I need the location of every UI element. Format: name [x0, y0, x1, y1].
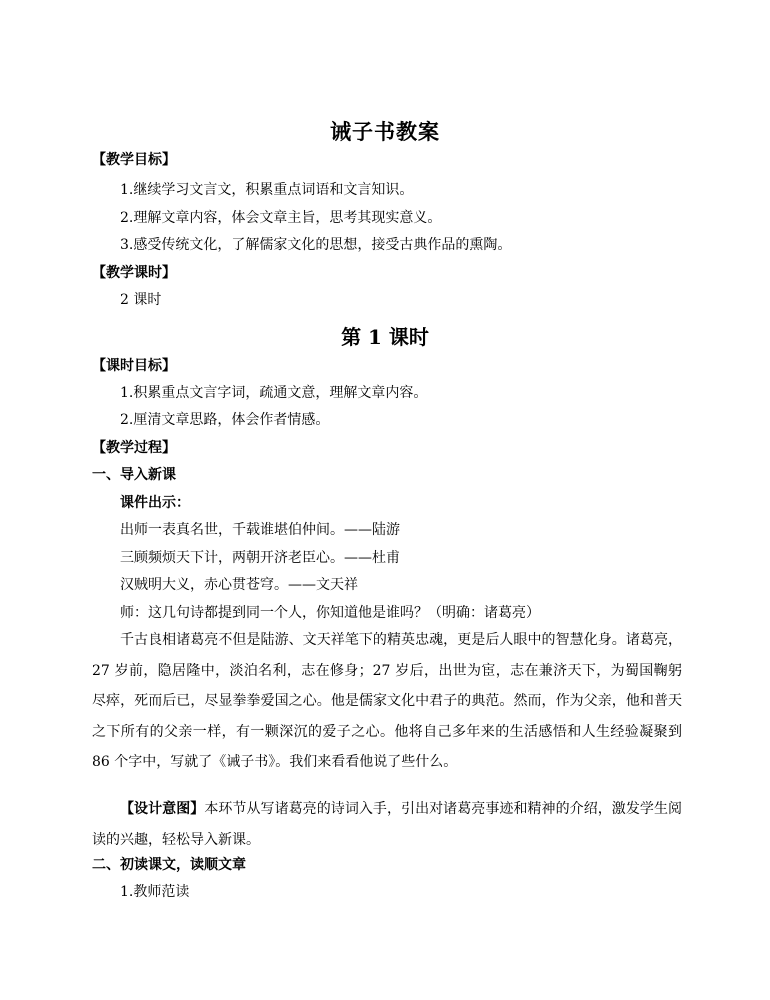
poem-line-2: 三顾频烦天下计，两朝开济老臣心。——杜甫	[120, 550, 400, 566]
poem-line-3: 汉贼明大义，赤心贯苍穹。——文天祥	[120, 577, 358, 593]
design-intent-label: 【设计意图】	[120, 801, 205, 817]
lesson-title: 第 1 课时	[341, 325, 429, 349]
lesson-goals-heading: 【课时目标】	[92, 358, 176, 374]
lesson-goal-item-2: 2.厘清文章思路，体会作者情感。	[120, 412, 330, 428]
step-1: 1.教师范读	[120, 884, 190, 900]
goal-item-1: 1.继续学习文言文，积累重点词语和文言知识。	[120, 182, 414, 198]
goal-item-2: 2.理解文章内容，体会文章主旨，思考其现实意义。	[120, 210, 442, 226]
process-heading: 【教学过程】	[92, 440, 176, 456]
section1-heading: 一、导入新课	[92, 467, 176, 483]
poem-line-1: 出师一表真名世，千载谁堪伯仲间。——陆游	[120, 522, 400, 538]
hours-value: 2 课时	[120, 292, 162, 308]
intro-paragraph: 千古良相诸葛亮不但是陆游、文天祥笔下的精英忠魂，更是后人眼中的智慧化身。诸葛亮，27 岁前，隐居隆中，淡泊名利，志在修身；27 岁后，出世为宦，志在兼济天下，为蜀国鞠躬尽瘁，死而后已，尽显拳拳爱国之心。他是儒家文化中君子的典范。然而，作为父亲，他和普天之下所有的父亲一样，有一颗深沉的爱子之心。他将自己多年来的生活感悟和人生经验凝聚到 86 个字中，写就了《诫子书》。我们来看看他说了些什么。	[92, 632, 682, 770]
section2-heading: 二、初读课文，读顺文章	[92, 857, 246, 873]
lesson-goal-item-1: 1.积累重点文言字词，疏通文意，理解文章内容。	[120, 385, 428, 401]
design-intent-paragraph	[92, 794, 682, 855]
courseware-label: 课件出示：	[120, 495, 190, 511]
teacher-question: 师：这几句诗都提到同一个人，你知道他是谁吗？（明确：诸葛亮）	[120, 605, 540, 621]
goal-item-3: 3.感受传统文化，了解儒家文化的思想，接受古典作品的熏陶。	[120, 237, 512, 253]
hours-heading: 【教学课时】	[92, 265, 176, 281]
document-title: 诫子书教案	[330, 119, 440, 144]
design-intent-text: 本环节从写诸葛亮的诗词入手，引出对诸葛亮事迹和精神的介绍，激发学生阅读的兴趣，轻松导入新课。	[92, 801, 683, 848]
goals-heading: 【教学目标】	[92, 152, 176, 168]
